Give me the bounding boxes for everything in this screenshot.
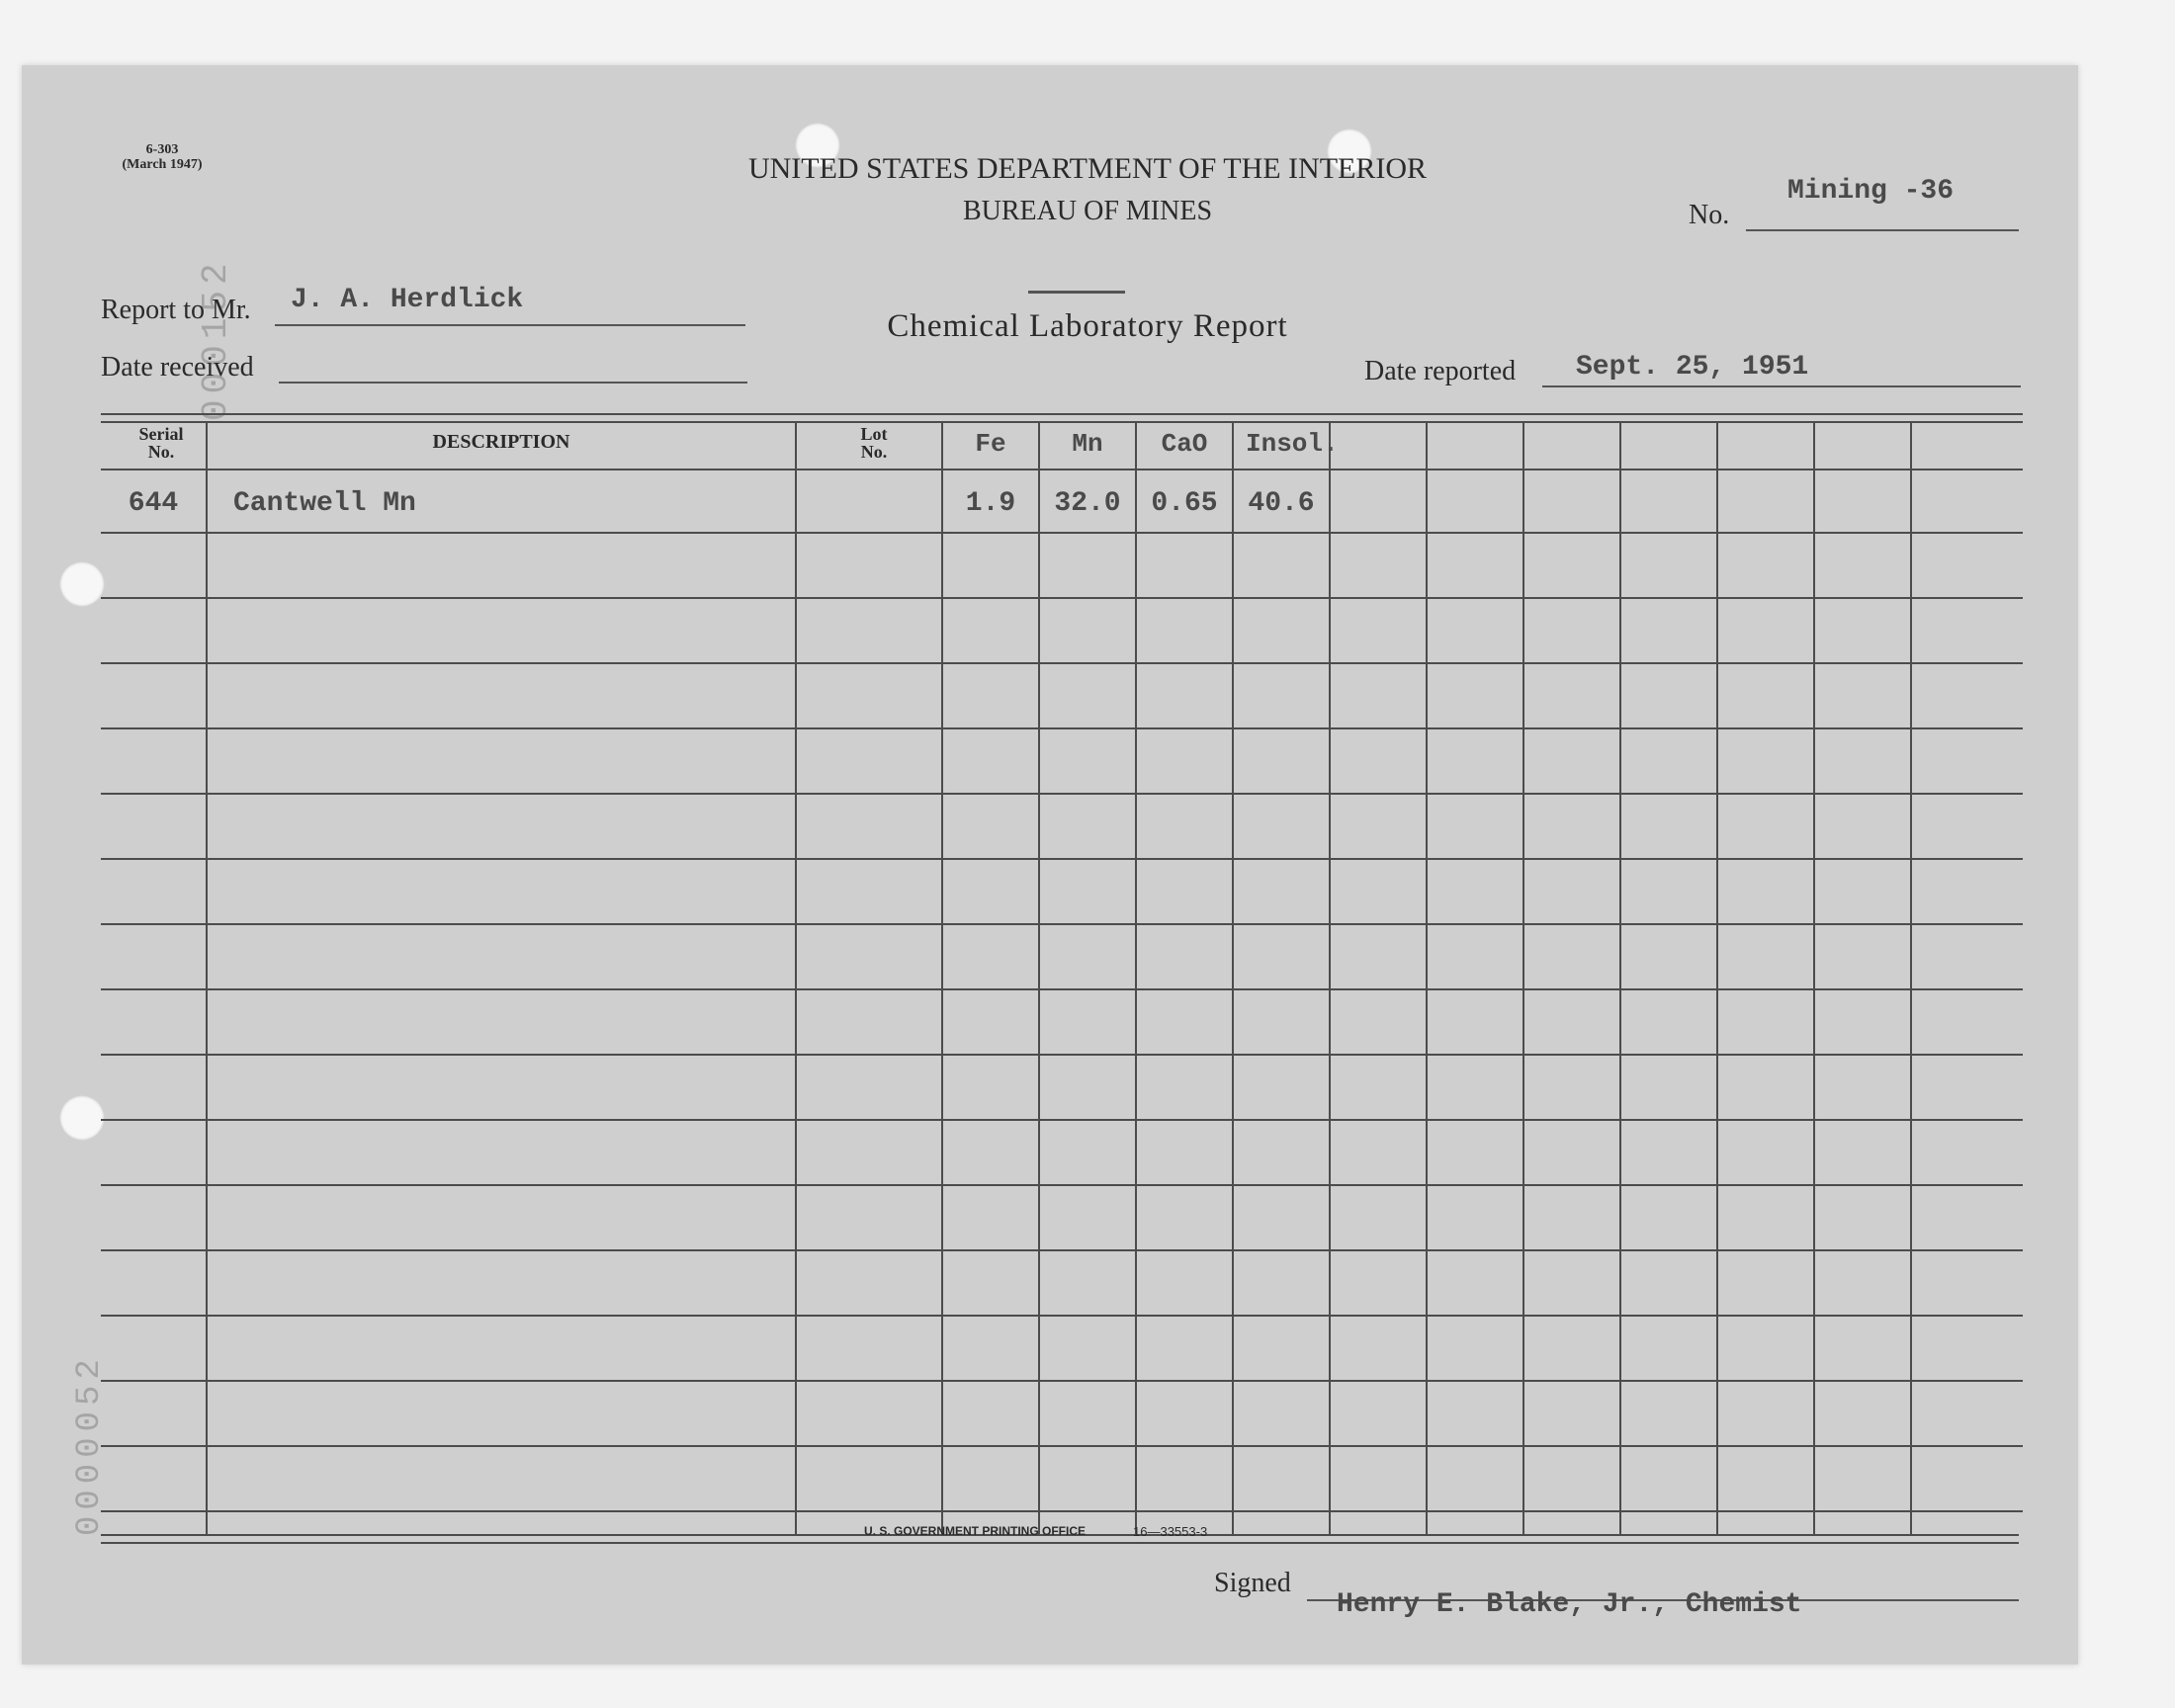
row-line — [101, 793, 2023, 795]
header-cao: CaO — [1161, 429, 1208, 459]
column-divider — [1038, 421, 1040, 1536]
report-sheet — [22, 65, 2078, 1665]
column-divider — [1426, 421, 1428, 1536]
title-divider — [1028, 291, 1125, 294]
row-line — [101, 727, 2023, 729]
bureau-heading: BUREAU OF MINES — [962, 196, 1213, 226]
row-description: Cantwell Mn — [233, 488, 416, 519]
row-line — [101, 597, 2023, 599]
printer-imprint: U. S. GOVERNMENT PRINTING OFFICE — [864, 1524, 1087, 1538]
row-line — [101, 662, 2023, 664]
table-bottom-rule — [101, 1542, 2019, 1544]
column-divider — [1813, 421, 1815, 1536]
column-divider — [1135, 421, 1137, 1536]
table-top-rule — [101, 413, 2023, 415]
column-divider — [1329, 421, 1331, 1536]
form-number: 6-303 — [145, 142, 179, 157]
row-line — [101, 1445, 2023, 1447]
row-line — [101, 1184, 2023, 1186]
signed-label: Signed — [1214, 1568, 1291, 1598]
header-insol: Insol. — [1246, 429, 1339, 459]
column-divider — [1619, 421, 1621, 1536]
date-reported-label: Date reported — [1364, 356, 1517, 386]
number-line — [1746, 229, 2019, 231]
row-line — [101, 1054, 2023, 1056]
signed-value: Henry E. Blake, Jr., Chemist — [1337, 1589, 1802, 1620]
header-mn: Mn — [1072, 429, 1103, 459]
document-stamp-top: 000152 — [196, 257, 236, 421]
column-divider — [1716, 421, 1718, 1536]
punch-hole — [59, 1095, 105, 1141]
row-line — [101, 858, 2023, 860]
report-title: Chemical Laboratory Report — [887, 308, 1288, 344]
date-received-line — [279, 382, 747, 384]
row-line — [101, 532, 2023, 534]
row-line — [101, 1380, 2023, 1382]
row-mn: 32.0 — [1054, 488, 1121, 519]
date-received-label: Date received — [101, 352, 254, 383]
column-divider — [795, 421, 797, 1536]
date-reported-value: Sept. 25, 1951 — [1576, 352, 1809, 383]
header-serial-no: Serial No. — [138, 424, 184, 462]
column-divider — [206, 421, 208, 1536]
row-line — [101, 1315, 2023, 1317]
document-stamp-bottom: 0000052 — [71, 1353, 109, 1536]
row-line — [101, 923, 2023, 925]
header-fe: Fe — [975, 429, 1006, 459]
punch-hole — [59, 561, 105, 607]
report-to-label: Report to Mr. — [101, 295, 251, 325]
number-value: Mining -36 — [1787, 176, 1955, 207]
row-line — [101, 1510, 2023, 1512]
table-top-rule — [101, 421, 2023, 423]
column-divider — [1232, 421, 1234, 1536]
row-cao: 0.65 — [1151, 488, 1218, 519]
column-divider — [1910, 421, 1912, 1536]
form-date: (March 1947) — [122, 157, 203, 172]
column-divider — [941, 421, 943, 1536]
row-insol: 40.6 — [1248, 488, 1315, 519]
date-reported-line — [1542, 385, 2021, 387]
row-fe: 1.9 — [965, 488, 1016, 519]
row-line — [101, 469, 2023, 470]
number-label: No. — [1689, 200, 1730, 230]
row-line — [101, 988, 2023, 990]
header-description: DESCRIPTION — [432, 431, 570, 453]
header-lot-no: Lot No. — [860, 424, 888, 462]
report-to-line — [275, 324, 745, 326]
row-serial: 644 — [128, 488, 179, 519]
row-line — [101, 1119, 2023, 1121]
printer-code: 16—33553-3 — [1133, 1524, 1208, 1539]
column-divider — [1522, 421, 1524, 1536]
form-number-block — [93, 142, 231, 172]
department-heading: UNITED STATES DEPARTMENT OF THE INTERIOR — [747, 152, 1428, 185]
report-to-value: J. A. Herdlick — [291, 285, 524, 315]
row-line — [101, 1249, 2023, 1251]
